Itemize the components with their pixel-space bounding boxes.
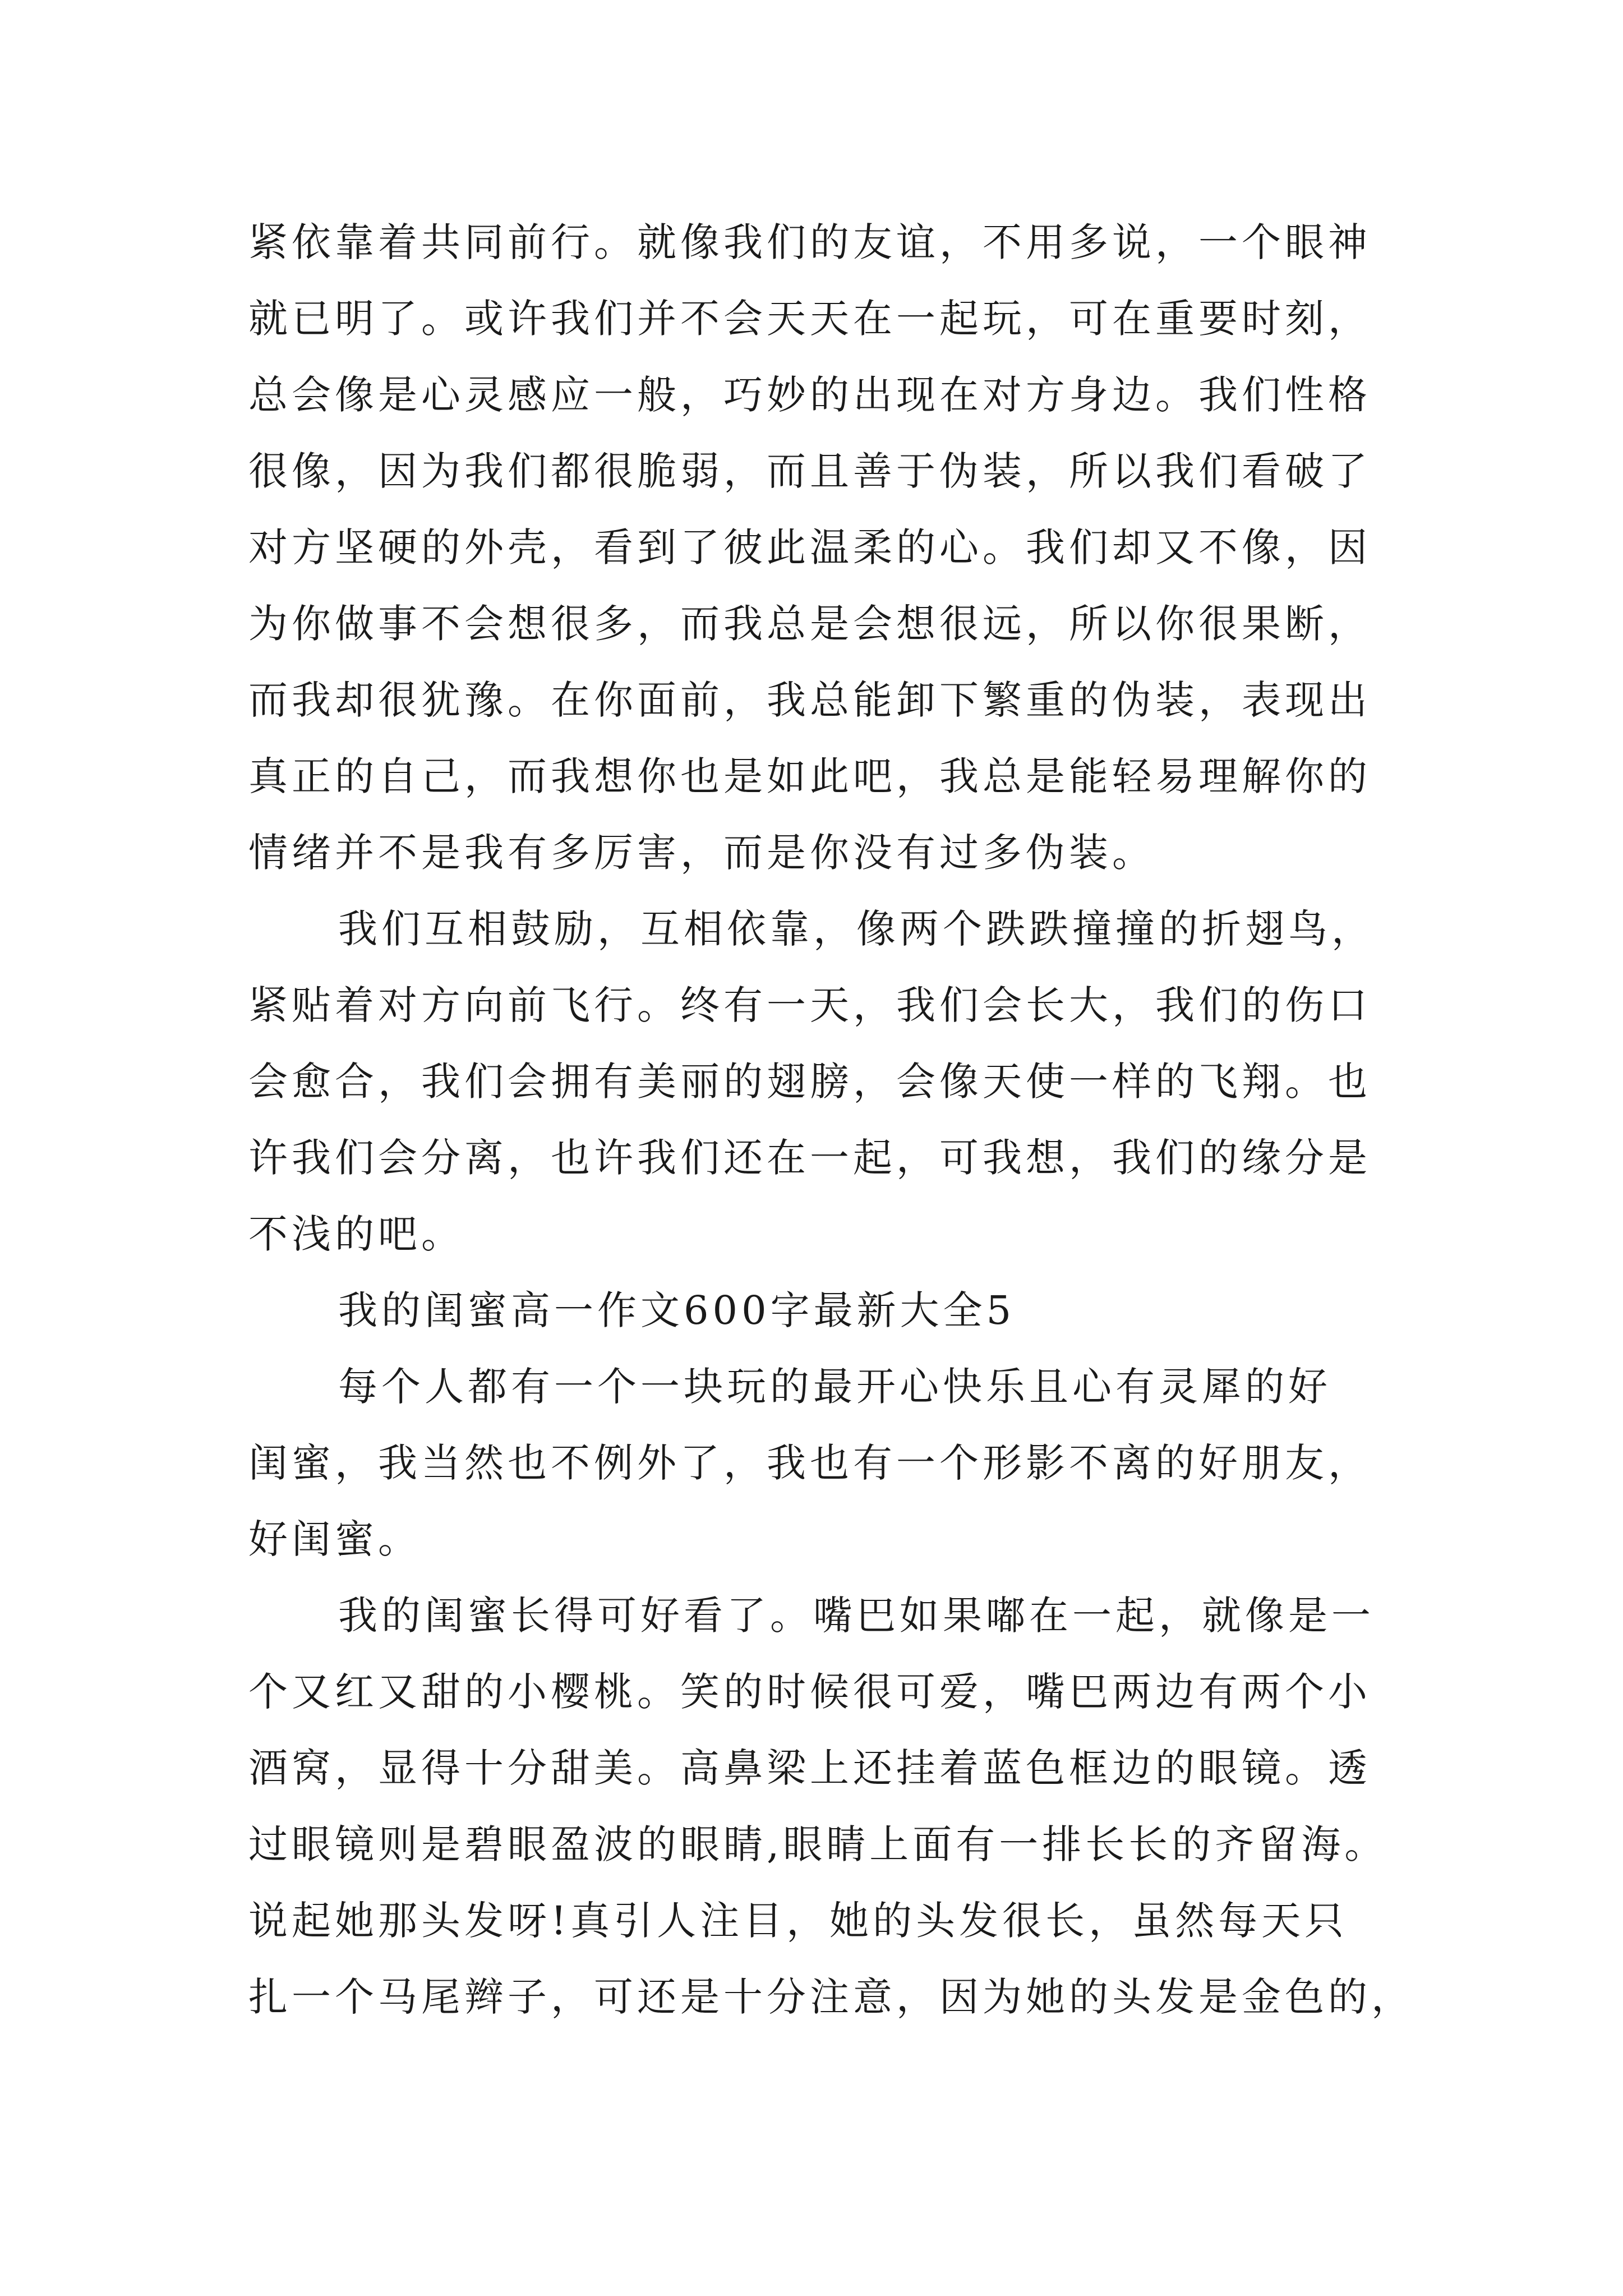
paragraph-start-line: 每个人都有一个一块玩的最开心快乐且心有灵犀的好 bbox=[338, 1364, 1331, 1410]
text-line: 说起她那头发呀!真引人注目，她的头发很长，虽然每天只 bbox=[248, 1898, 1348, 1944]
text-line: 许我们会分离，也许我们还在一起，可我想，我们的缘分是 bbox=[248, 1135, 1371, 1181]
text-line: 扎一个马尾辫子，可还是十分注意，因为她的头发是金色的， bbox=[248, 1974, 1414, 2020]
text-line: 而我却很犹豫。在你面前，我总能卸下繁重的伪装，表现出 bbox=[248, 677, 1371, 723]
text-line: 为你做事不会想很多，而我总是会想很远，所以你很果断， bbox=[248, 601, 1371, 647]
section-heading: 我的闺蜜高一作文600字最新大全5 bbox=[338, 1287, 1016, 1333]
text-line: 闺蜜，我当然也不例外了，我也有一个形影不离的好朋友， bbox=[248, 1440, 1371, 1486]
text-line: 总会像是心灵感应一般，巧妙的出现在对方身边。我们性格 bbox=[248, 372, 1371, 418]
paragraph-start-line: 我们互相鼓励，互相依靠，像两个跌跌撞撞的折翅鸟， bbox=[338, 906, 1375, 952]
text-line: 就已明了。或许我们并不会天天在一起玩，可在重要时刻， bbox=[248, 296, 1371, 342]
text-line: 真正的自己，而我想你也是如此吧，我总是能轻易理解你的 bbox=[248, 753, 1371, 799]
text-line: 好闺蜜。 bbox=[248, 1516, 421, 1562]
text-line: 很像，因为我们都很脆弱，而且善于伪装，所以我们看破了 bbox=[248, 448, 1371, 494]
text-line: 个又红又甜的小樱桃。笑的时候很可爱，嘴巴两边有两个小 bbox=[248, 1669, 1371, 1715]
text-line: 酒窝，显得十分甜美。高鼻梁上还挂着蓝色框边的眼镜。透 bbox=[248, 1745, 1371, 1791]
text-line: 不浅的吧。 bbox=[248, 1211, 464, 1257]
paragraph-start-line: 我的闺蜜长得可好看了。嘴巴如果嘟在一起，就像是一 bbox=[338, 1593, 1375, 1639]
text-line: 紧贴着对方向前飞行。终有一天，我们会长大，我们的伤口 bbox=[248, 982, 1371, 1028]
text-line: 情绪并不是我有多厉害，而是你没有过多伪装。 bbox=[248, 830, 1155, 876]
text-line: 对方坚硬的外壳，看到了彼此温柔的心。我们却又不像，因 bbox=[248, 524, 1371, 570]
text-line: 会愈合，我们会拥有美丽的翅膀，会像天使一样的飞翔。也 bbox=[248, 1059, 1371, 1105]
text-line: 紧依靠着共同前行。就像我们的友谊，不用多说，一个眼神 bbox=[248, 219, 1371, 265]
text-line: 过眼镜则是碧眼盈波的眼睛,眼睛上面有一排长长的齐留海。 bbox=[248, 1821, 1388, 1867]
